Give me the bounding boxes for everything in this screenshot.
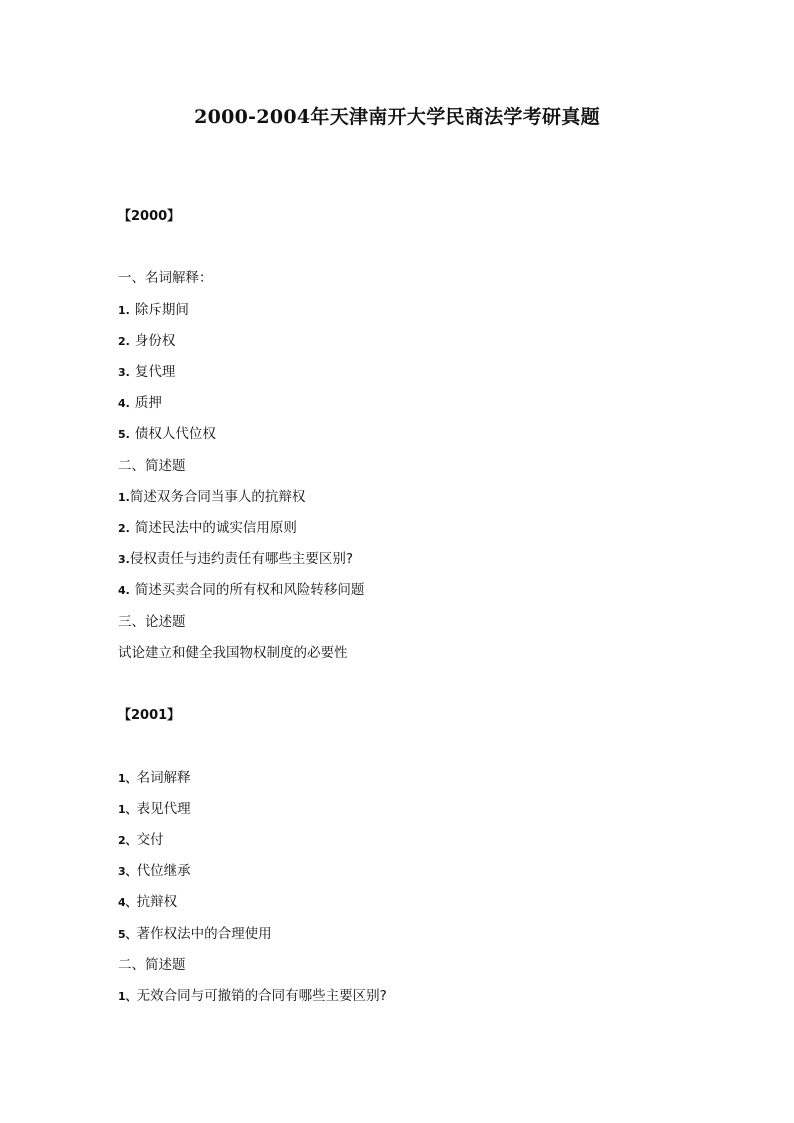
list-item (118, 549, 353, 570)
list-item (118, 300, 189, 321)
item-text: 无效合同与可撤销的合同有哪些主要区别? (136, 988, 387, 1004)
item-text: 二、简述题 (118, 957, 186, 973)
item-text: 试论建立和健全我国物权制度的必要性 (118, 645, 348, 661)
item-number: 5. (118, 428, 130, 441)
item-text: 交付 (136, 832, 164, 848)
item-number: 1. (118, 304, 130, 317)
item-text: 著作权法中的合理使用 (136, 926, 272, 942)
item-text: 身份权 (134, 333, 176, 349)
item-text: 三、论述题 (118, 614, 186, 630)
list-item (118, 799, 191, 820)
item-number: 1、 (118, 803, 137, 816)
item-number: 2. (118, 522, 130, 535)
list-item (118, 487, 305, 508)
list-item (118, 518, 297, 539)
list-item (118, 924, 272, 945)
item-number: 5、 (118, 928, 137, 941)
item-text: 表见代理 (136, 801, 191, 817)
item-number: 1、 (118, 990, 137, 1003)
item-text: 复代理 (134, 364, 176, 380)
list-item (118, 768, 191, 789)
list-item (118, 612, 186, 632)
item-text: 简述双务合同当事人的抗辩权 (129, 489, 306, 505)
item-number: 1、 (118, 772, 137, 785)
item-text: 侵权责任与违约责任有哪些主要区别? (129, 551, 354, 567)
list-item (118, 955, 186, 975)
list-item (118, 393, 162, 414)
item-text: 名词解释 (136, 770, 191, 786)
list-item (118, 986, 387, 1007)
item-text: 债权人代位权 (134, 426, 216, 442)
item-text: 简述买卖合同的所有权和风险转移问题 (134, 582, 365, 598)
item-number: 1. (118, 491, 130, 504)
list-item (118, 456, 186, 476)
list-item (118, 362, 175, 383)
item-text: 简述民法中的诚实信用原则 (134, 520, 297, 536)
item-number: 3. (118, 553, 130, 566)
year-heading-2000: 【2000】 (118, 209, 181, 224)
item-number: 2、 (118, 834, 137, 847)
list-item (118, 643, 348, 663)
item-number: 3、 (118, 865, 137, 878)
item-number: 2. (118, 335, 130, 348)
list-item (118, 892, 177, 913)
item-text: 一、名词解释： (118, 270, 213, 286)
list-item (118, 580, 364, 601)
item-text: 二、简述题 (118, 458, 186, 474)
item-number: 3. (118, 366, 130, 379)
list-item (118, 424, 216, 445)
item-number: 4. (118, 584, 130, 597)
list-item (118, 268, 213, 288)
item-text: 除斥期间 (134, 302, 189, 318)
list-item (118, 861, 191, 882)
list-item (118, 830, 164, 851)
item-number: 4. (118, 397, 130, 410)
page-title: 2000-2004年天津南开大学民商法学考研真题 (194, 106, 600, 128)
item-number: 4、 (118, 896, 137, 909)
list-item (118, 331, 175, 352)
item-text: 抗辩权 (136, 894, 178, 910)
item-text: 代位继承 (136, 863, 191, 879)
year-heading-2001: 【2001】 (118, 708, 181, 723)
item-text: 质押 (134, 395, 162, 411)
